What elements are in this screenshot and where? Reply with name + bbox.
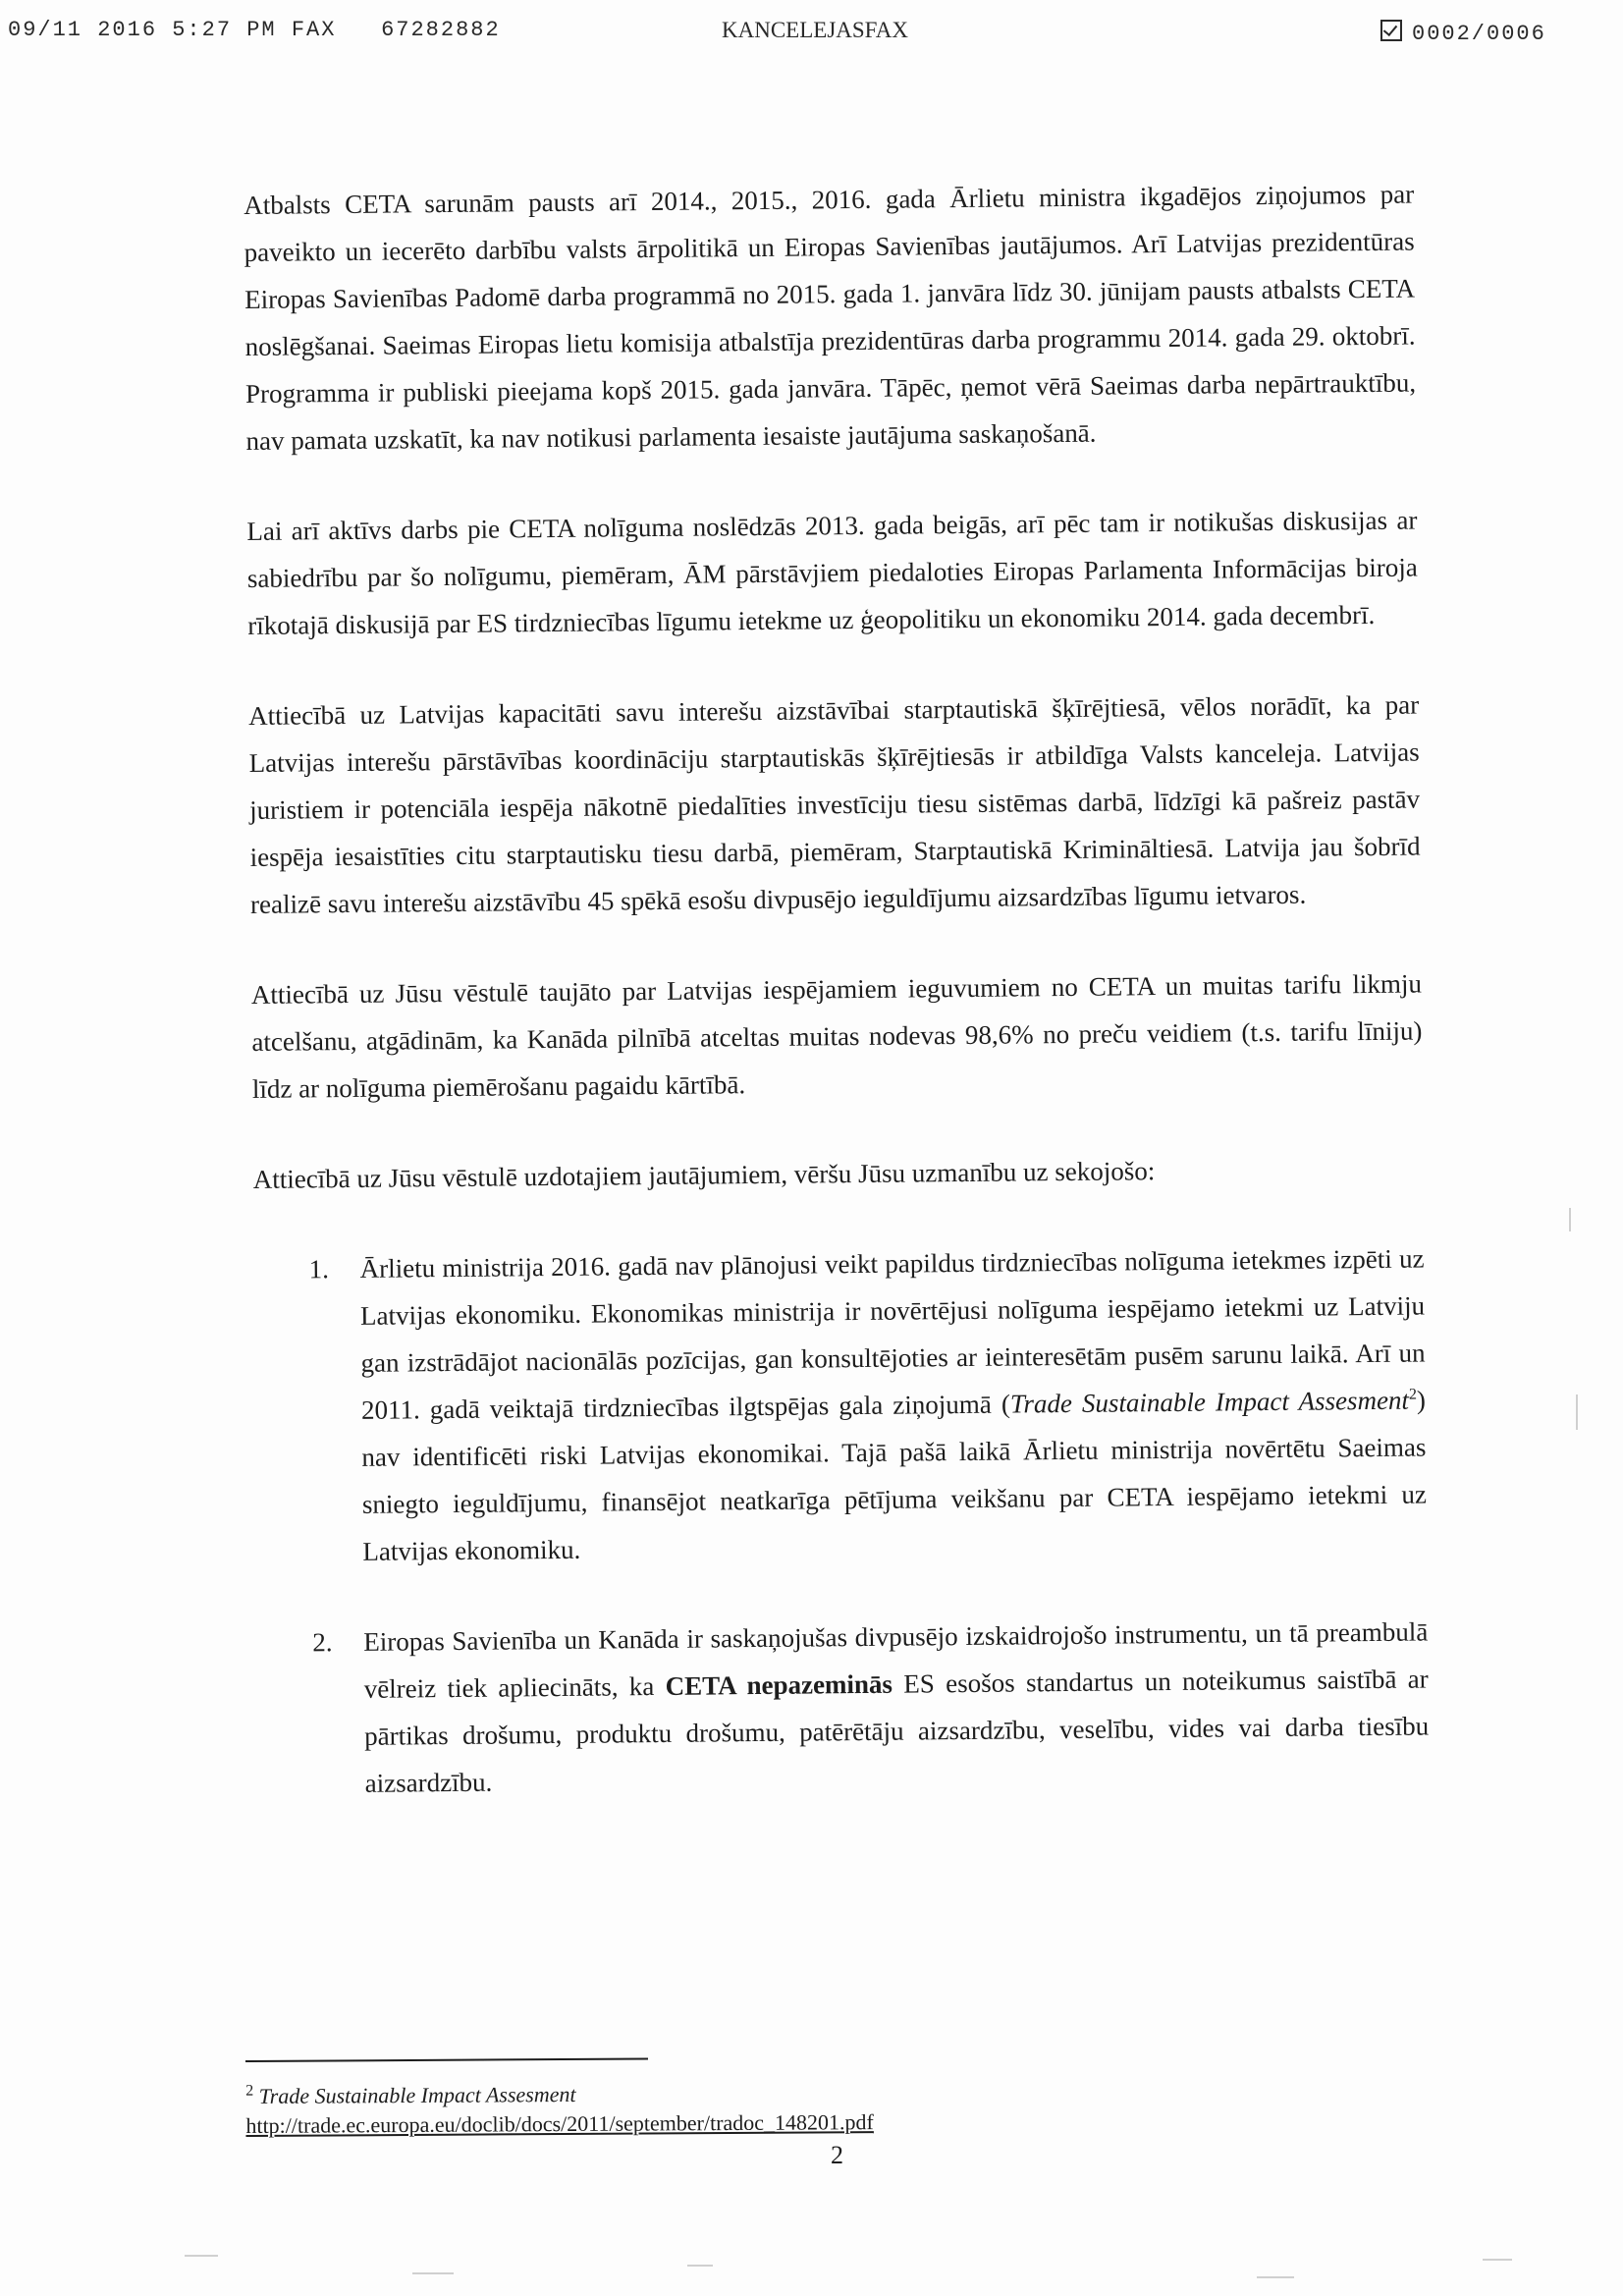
list-item-text-before: Eiropas Savienība un Kanāda ir saskaņojušas divpusējo izskaidrojošo instrumentu, un tā preambulā vēlreiz tiek apliecināts, ka — [363, 1616, 1429, 1704]
fax-page-counter: 0002/0006 — [1412, 22, 1546, 46]
paragraph-questions-intro: Attiecībā uz Jūsu vēstulē uzdotajiem jautājumiem, vēršu Jūsu uzmanību uz sekojošo: — [252, 1156, 1156, 1194]
footnote-title: Trade Sustainable Impact Assesment — [258, 2081, 576, 2108]
paragraph-public-discussions: Lai arī aktīvs darbs pie CETA nolīguma noslēdzās 2013. gada beigās, arī pēc tam ir notikušas diskusijas ar sabiedrību par šo nolīgumu, piemēram, ĀM pārstāvjiem piedaloties Eiropas Parlamenta Informācijas biroja rīkotajā diskusijā par ES tirdzniecības līgumu ietekme uz ģeopolitiku un ekonomiku 2014. gada decembrī. — [246, 505, 1418, 640]
page-number: 2 — [831, 2141, 843, 2169]
list-item-number: 2. — [312, 1627, 333, 1658]
paragraph-arbitration-capacity: Attiecībā uz Latvijas kapacitāti savu interešu aizstāvībai starptautiskā šķīrējtiesā, vēlos norādīt, ka par Latvijas interešu pārstāvības koordināciju starptautiskās šķīrējtiesās ir atbildīga Valsts kanceleja. Latvijas juristiem ir potenciāla iespēja nākotnē piedalīties investīciju tiesu sistēmas darbā, līdzīgi kā pašreiz pastāv iespēja iesaistīties citu starptautisku tiesu darbā, piemēram, Starptautiskā Krimināltiesā. Latvija jau šobrīd realizē savu interešu aizstāvību 45 spēkā esošu divpusējo ieguldījumu aizsardzības līgumu ietvaros. — [248, 689, 1421, 919]
footnote-marker: 2 — [245, 2082, 254, 2100]
footnote-section — [245, 2055, 1129, 2141]
list-item-bold-text: CETA nepazeminās — [665, 1668, 893, 1701]
list-item — [253, 1235, 1427, 1576]
footnote-url-link[interactable]: http://trade.ec.europa.eu/doclib/docs/2011/september/tradoc_148201.pdf — [245, 2109, 874, 2138]
list-item-text-before: Ārlietu ministrija 2016. gadā nav plānojusi veikt papildus tirdzniecības nolīguma ietekmes izpēti uz Latvijas ekonomiku. Ekonomikas ministrija ir novērtējusi nolīguma iespējamo ietekmi uz Latviju gan izstrādājot nacionālās pozīcijas, gan konsultējoties ar ieinteresētām pusēm sarunu laikā. Arī un 2011. gadā veiktajā tirdzniecības ilgtspējas gala ziņojumā ( — [359, 1243, 1426, 1425]
letter-body — [243, 171, 1430, 1851]
footnote-reference: 2 — [1408, 1386, 1417, 1403]
footnote-divider — [245, 2057, 648, 2062]
fax-datetime: 09/11 2016 5:27 PM FAX — [8, 18, 337, 42]
list-item — [257, 1608, 1430, 1807]
fax-sender: KANCELEJASFAX — [722, 18, 908, 42]
list-item-number: 1. — [308, 1254, 330, 1285]
fax-header-left — [8, 18, 501, 42]
list-item-text-after: ) nav identificēti riski Latvijas ekonomikai. Tajā pašā laikā Ārlietu ministrija novērtētu Saeimas sniegto ieguldījumu, finansējot neatkarīga pētījuma veikšanu par CETA iespējamo ietekmi uz Latvijas ekonomiku. — [361, 1385, 1428, 1566]
footnote-link-line — [245, 2106, 1129, 2141]
fax-number: 67282882 — [381, 18, 501, 42]
fax-header-right — [1380, 18, 1546, 46]
fax-checkbox-icon — [1380, 20, 1402, 41]
list-item-text-after: ES esošos standartus un noteikumus saistībā ar pārtikas drošumu, produktu drošumu, patērētāju aizsardzību, veselību, vides vai darba tiesību aizsardzību. — [364, 1664, 1430, 1798]
fax-header — [0, 14, 1623, 53]
paragraph-ceta-support: Atbalsts CETA sarunām pausts arī 2014., 2015., 2016. gada Ārlietu ministra ikgadējos ziņojumos par paveikto un iecerēto darbību valsts ārpolitikā un Eiropas Savienības jautājumos. Arī Latvijas prezidentūras Eiropas Savienības Padomē darba programmā no 2015. gada 1. janvāra līdz 30. jūnijam pausts atbalsts CETA noslēgšanai. Saeimas Eiropas lietu komisija atbalstīja prezidentūras darba programmu 2014. gada 29. oktobrī. Programma ir publiski pieejama kopš 2015. gada janvāra. Tāpēc, ņemot vērā Saeimas darba nepārtrauktību, nav pamata uzskatīt, ka nav notikusi parlamenta iesaiste jautājuma saskaņošanā. — [243, 179, 1417, 456]
paragraph-tariff-benefits: Attiecībā uz Jūsu vēstulē taujāto par Latvijas iespējamiem ieguvumiem no CETA un muitas tarifu likmju atcelšanu, atgādinām, ka Kanāda pilnībā atceltas muitas nodevas 98,6% no preču veidiem (t.s. tarifu līniju) līdz ar nolīguma piemērošanu pagaidu kārtībā. — [250, 968, 1423, 1104]
answers-list — [253, 1235, 1429, 1808]
list-item-italic-title: Trade Sustainable Impact Assesment — [1009, 1385, 1410, 1419]
